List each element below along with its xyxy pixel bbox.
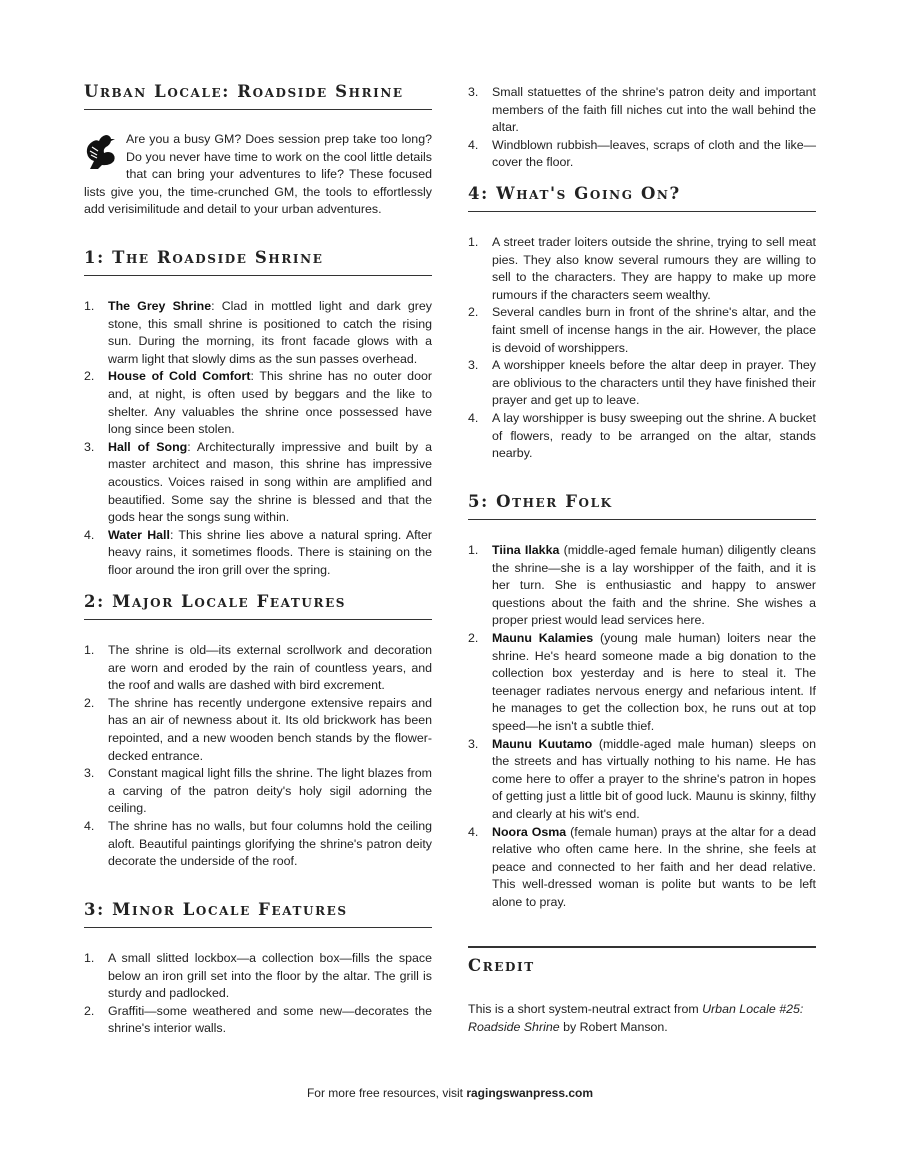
list-item: 4. Noora Osma (female human) prays at the altar for a dead relative who often came here. In the shrine, she feels at peace and connected to her faith and her dead relative. This well-dressed woman is polite but wants to be left alone to pray. [468, 824, 817, 909]
credit-text: This is a short system-neutral extract from Urban Locale #25: Roadside Shrine by Robert Manson. [468, 1002, 804, 1034]
shrine-list [84, 298, 432, 580]
list-item: 2. Several candles burn in front of the shrine's altar, and the faint smell of incense hangs in the air. However, the place is devoid of worshippers. [468, 305, 816, 355]
list-item: 1. A street trader loiters outside the shrine, trying to sell meat pies. They also know several rumours they are willing to sell to the characters. They are happy to make up more rumours if the characters seem wealthy. [468, 235, 816, 302]
list-item: 2. Maunu Kalamies (young male human) loiters near the shrine. He's heard someone made a big donation to the collection box yesterday and is here to steal it. The teenager radiates nervous energy and nefarious intent. If he manages to get the collection box, he runs out at top speed—he isn't a subtle thief. [468, 630, 816, 733]
section-heading: Credit [468, 946, 816, 983]
section-heading: 1: The Roadside Shrine [84, 248, 432, 276]
list-item: 1. A small slitted lockbox—a collection box—fills the space below an iron grill set into the floor by the altar. The grill is sturdy and padlocked. [84, 951, 432, 1001]
section-major [84, 592, 432, 871]
list-item: 2. The shrine has recently undergone extensive repairs and has an air of newness about it. Its old brickwork has been repointed, and a new wooden bench stands by the flower-decked entrance. [84, 695, 432, 763]
section-credit [468, 946, 816, 1036]
section-heading: 5: Other Folk [468, 492, 816, 520]
section-heading: 4: What's Going On? [468, 184, 816, 212]
book-title: Urban Locale #25: Roadside Shrine [468, 1002, 804, 1034]
list-item: 1. Tiina Ilakka (middle-aged female human) diligently cleans the shrine—she is a lay worshipper of the faith, and it is her turn. She is enthusiastic and happy to answer questions about the faith and the shrine. She wishes a proper priest would lead services here. [468, 543, 816, 628]
intro-section [84, 131, 432, 219]
page-title: Urban Locale: Roadside Shrine [84, 82, 432, 110]
title-section [84, 82, 432, 110]
list-item: 1. The shrine is old—its external scrollwork and decoration are worn and eroded by the rain of countless years, and the roof and walls are dashed with bird excrement. [84, 643, 432, 693]
list-item: 3. Maunu Kuutamo (middle-aged male human) sleeps on the streets and has virtually nothing to his name. He has come here to offer a prayer to the shrine's patron in hopes of getting just a little bit of good luck. Maunu is skinny, filthy and clearly at his wit's end. [468, 736, 816, 821]
list-item: 3. A worshipper kneels before the altar deep in prayer. They are oblivious to the characters until they have finished their prayer and get up to leave. [468, 358, 816, 408]
section-minor [84, 900, 432, 1038]
minor-list-continued-items [468, 84, 816, 172]
list-item: 3. Hall of Song: Architecturally impressive and built by a master architect and mason, this shrine has impressive acoustics. Voices raised in song within are amplified and beautified. Some say the shrine is blessed and that the gods hear the songs sung within. [84, 439, 432, 525]
list-item: 2. Graffiti—some weathered and some new—decorates the shrine's interior walls. [84, 1003, 432, 1036]
list-item: 3. Small statuettes of the shrine's patron deity and important members of the faith fill niches cut into the wall behind the altar. [468, 85, 816, 135]
list-item: 4. The shrine has no walls, but four columns hold the ceiling aloft. Beautiful paintings glorifying the shrine's patron deity decorate the underside of the roof. [84, 818, 432, 869]
footer: For more free resources, visit ragingswanpress.com [306, 1086, 594, 1100]
section-shrine [84, 248, 432, 580]
list-item: 3. Constant magical light fills the shrine. The light blazes from a carving of the patron deity's holy sigil adorning the ceiling. [84, 766, 432, 816]
list-item: 4. A lay worshipper is busy sweeping out the shrine. A bucket of flowers, ready to be arranged on the altar, stands nearby. [468, 410, 816, 461]
minor-list-continued [468, 84, 816, 172]
list-item: 4. Windblown rubbish—leaves, scraps of cloth and the like—cover the floor. [468, 137, 816, 170]
list-item: 1. The Grey Shrine: Clad in mottled light and dark grey stone, this small shrine is positioned to catch the rising sun. During the morning, its front facade glows with a warm light that slowly dims as the sun passes overhead. [84, 299, 432, 366]
major-list [84, 642, 432, 871]
footer-link[interactable]: ragingswanpress.com [466, 1086, 594, 1100]
folk-list [468, 542, 816, 911]
list-item: 2. House of Cold Comfort: This shrine has no outer door and, at night, is often used by beggars and the like to shelter. Any valuables the shrine once possessed have long since been stolen. [84, 369, 432, 437]
intro-text: Are you a busy GM? Does session prep take too long? Do you never have time to work on the cool little details that can bring your adventures to life? These focused lists give you, the time-crunched GM, the tools to effortlessly add verisimilitude and detail to your urban adventures. [84, 132, 432, 217]
section-going-on [468, 184, 816, 463]
section-heading: 2: Major Locale Features [84, 592, 432, 620]
section-heading: 3: Minor Locale Features [84, 900, 432, 928]
going-on-list [468, 234, 816, 463]
section-folk [468, 492, 816, 911]
list-item: 4. Water Hall: This shrine lies above a natural spring. After heavy rains, it sometimes floods. There is staining on the floor around the iron grill over the spring. [84, 527, 433, 577]
swan-icon [84, 133, 118, 171]
minor-list [84, 950, 432, 1038]
